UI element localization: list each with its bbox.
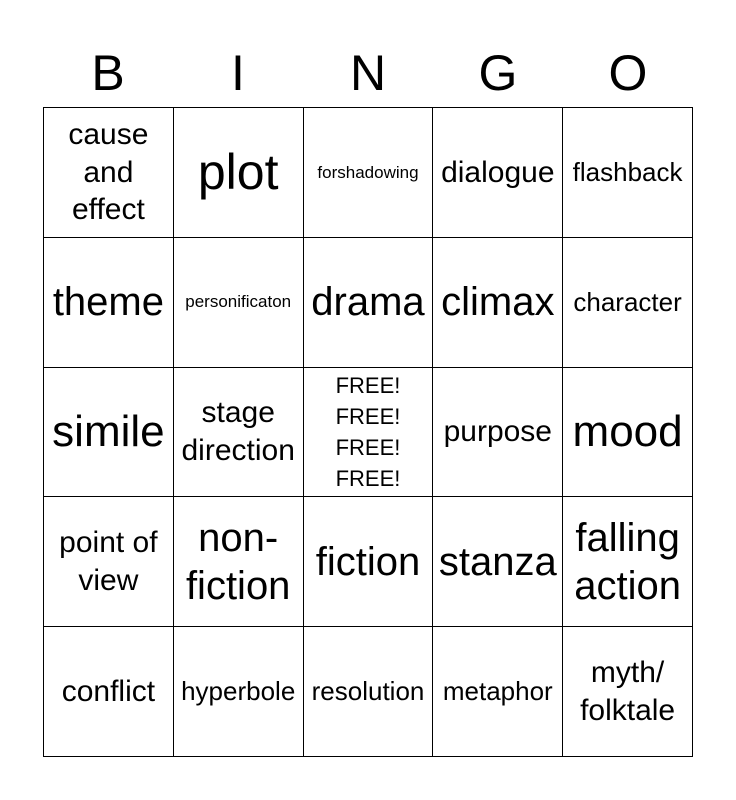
cell-text: cause and effect	[68, 118, 149, 227]
bingo-cell[interactable]	[44, 368, 174, 498]
bingo-cell[interactable]	[563, 368, 693, 498]
cell-text: theme	[52, 280, 164, 325]
header-letter-b: B	[91, 45, 125, 101]
cell-text: purpose	[443, 415, 552, 449]
bingo-cell[interactable]	[433, 238, 563, 368]
cell-text: conflict	[61, 674, 156, 708]
bingo-cell[interactable]	[563, 627, 693, 757]
bingo-cell[interactable]	[44, 108, 174, 238]
bingo-cell[interactable]	[433, 368, 563, 498]
bingo-cell[interactable]	[44, 238, 174, 368]
bingo-cell[interactable]	[174, 627, 304, 757]
bingo-header	[43, 42, 693, 104]
cell-text: dialogue	[441, 155, 555, 189]
cell-text: stage direction	[181, 396, 295, 467]
bingo-cell[interactable]	[304, 238, 434, 368]
cell-text: forshadowing	[317, 162, 419, 182]
bingo-cell[interactable]	[563, 108, 693, 238]
cell-text: flashback	[572, 156, 683, 187]
cell-text: point of view	[59, 526, 158, 597]
bingo-cell[interactable]	[304, 627, 434, 757]
cell-text: non-fiction	[185, 515, 291, 608]
header-letter-o: O	[608, 45, 648, 101]
cell-text: fiction	[315, 539, 421, 584]
bingo-cell[interactable]	[563, 497, 693, 627]
cell-text: plot	[197, 143, 279, 200]
bingo-board	[43, 107, 693, 757]
header-letter-i: I	[231, 45, 245, 101]
bingo-cell[interactable]	[174, 497, 304, 627]
cell-text: character	[573, 286, 682, 317]
free-space-cell[interactable]	[304, 368, 434, 498]
cell-text: climax	[441, 280, 555, 325]
bingo-cell[interactable]	[433, 627, 563, 757]
free-space-text: FREE! FREE! FREE! FREE!	[335, 372, 401, 491]
bingo-cell[interactable]	[304, 497, 434, 627]
cell-text: falling action	[574, 515, 681, 608]
cell-text: myth/ folktale	[580, 656, 676, 727]
cell-text: simile	[52, 406, 165, 456]
bingo-cell[interactable]	[563, 238, 693, 368]
cell-text: metaphor	[442, 676, 553, 706]
bingo-cell[interactable]	[44, 497, 174, 627]
cell-text: drama	[311, 280, 425, 325]
bingo-cell[interactable]	[433, 108, 563, 238]
cell-text: stanza	[438, 539, 557, 584]
bingo-cell[interactable]	[304, 108, 434, 238]
bingo-cell[interactable]	[174, 238, 304, 368]
cell-text: personificaton	[185, 292, 292, 312]
header-letter-n: N	[349, 45, 387, 101]
bingo-cell[interactable]	[433, 497, 563, 627]
bingo-cell[interactable]	[44, 627, 174, 757]
bingo-cell[interactable]	[174, 368, 304, 498]
cell-text: resolution	[311, 676, 425, 706]
bingo-cell[interactable]	[174, 108, 304, 238]
cell-text: mood	[572, 406, 683, 456]
header-letter-g: G	[478, 45, 518, 101]
cell-text: hyperbole	[181, 676, 296, 706]
